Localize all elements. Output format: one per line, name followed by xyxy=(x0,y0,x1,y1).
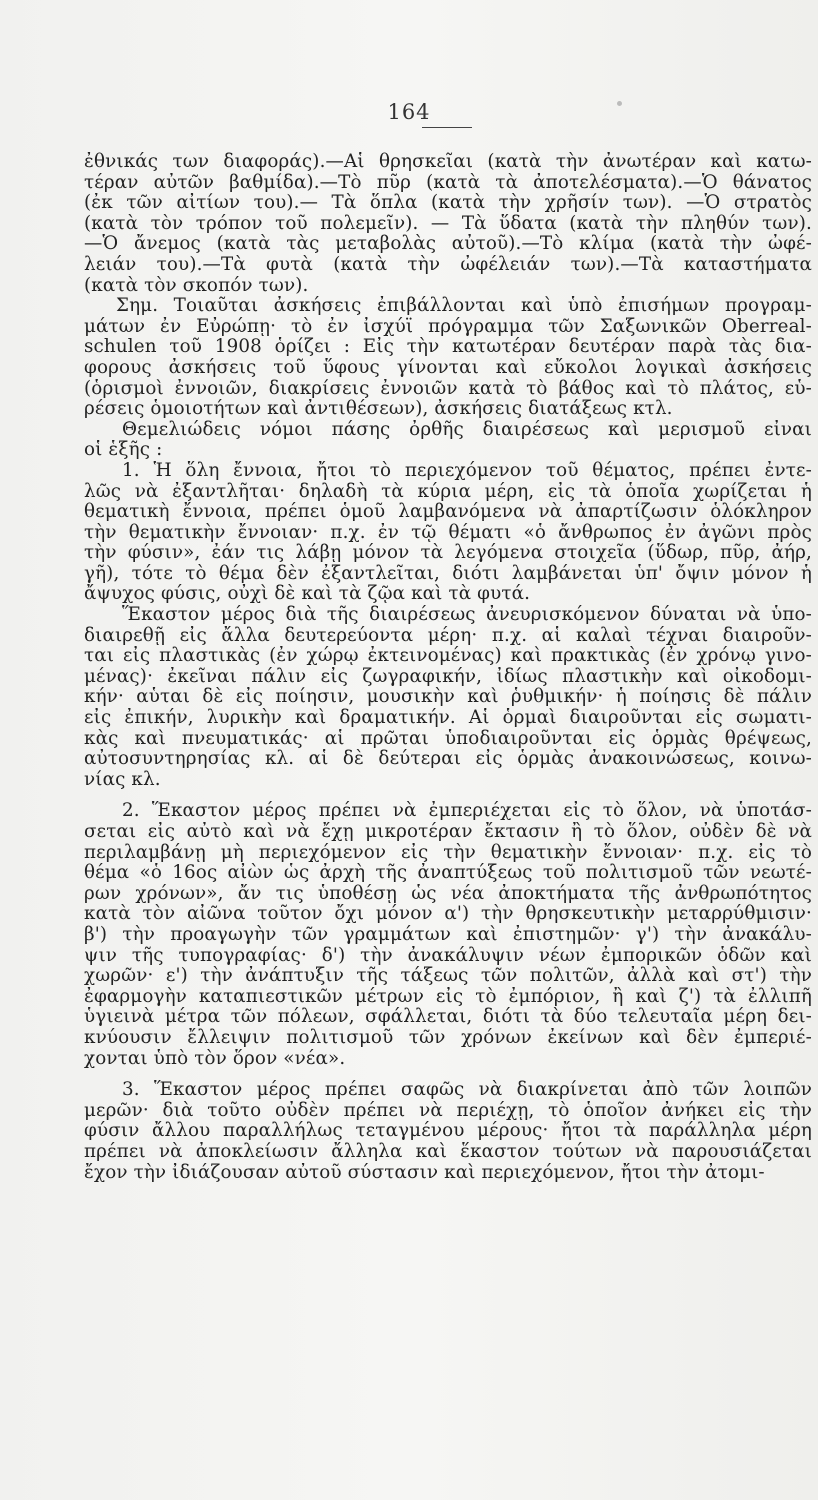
text-line: τέραν αὐτῶν βαθμίδα).—Τὸ πῦρ (κατὰ τὰ ἀποτελέσματα).—Ὁ θάνατος xyxy=(84,172,812,193)
paragraph xyxy=(84,461,812,605)
text-line: ἔχον τὴν ἰδιάζουσαν αὐτοῦ σύστασιν καὶ περιεχόμενον, ἤτοι τὴν ἀτομι- xyxy=(84,1162,765,1183)
text-line: λῶς νὰ ἐξαντλῆται· δηλαδὴ τὰ κύρια μέρη, εἰς τὰ ὁποῖα χωρίζεται ἡ xyxy=(84,481,812,502)
paragraph xyxy=(84,1080,812,1183)
text-line: λειάν του).—Τὰ φυτὰ (κατὰ τὴν ὠφέλειάν των).—Τὰ καταστήματα xyxy=(84,254,812,275)
text-line: μερῶν· διὰ τοῦτο οὐδὲν πρέπει νὰ περιέχῃ, τὸ ὁποῖον ἀνήκει εἰς τὴν xyxy=(84,1100,812,1121)
paragraph xyxy=(84,420,812,461)
paragraph xyxy=(84,801,812,1069)
text-line: (ὁρισμοὶ ἐννοιῶν, διακρίσεις ἐννοιῶν κατὰ τὸ βάθος καὶ τὸ πλάτος, εὑ- xyxy=(84,378,812,399)
text-line: φορους ἀσκήσεις τοῦ ὕφους γίνονται καὶ εὔκολοι λογικαὶ ἀσκήσεις xyxy=(84,357,812,378)
text-line: Σημ. Τοιαῦται ἀσκήσεις ἐπιβάλλονται καὶ ὑπὸ ἐπισήμων προγραμ- xyxy=(116,296,812,317)
text-line: ται εἰς πλαστικὰς (ἐν χώρῳ ἐκτεινομένας) καὶ πρακτικὰς (ἐν χρόνῳ γινο- xyxy=(84,646,812,667)
text-line: κὰς καὶ πνευματικάς· αἱ πρῶται ὑποδιαιροῦνται εἰς ὁρμὰς θρέψεως, xyxy=(84,728,812,749)
text-line: ψιν τῆς τυπογραφίας· δ') τὴν ἀνακάλυψιν νέων ἐμπορικῶν ὁδῶν καὶ xyxy=(84,945,812,966)
text-line: Θεμελιώδεις νόμοι πάσης ὀρθῆς διαιρέσεως καὶ μερισμοῦ εἶναι xyxy=(122,419,812,440)
text-line: (ἐκ τῶν αἰτίων του).— Τὰ ὅπλα (κατὰ τὴν χρῆσίν των). —Ὁ στρατὸς xyxy=(84,193,812,214)
text-line: ὑγιεινὰ μέτρα τῶν πόλεων, σφάλλεται, διότι τὰ δύο τελευταῖα μέρη δει- xyxy=(84,1007,812,1028)
text-line: 3. Ἕκαστον μέρος πρέπει σαφῶς νὰ διακρίνεται ἀπὸ τῶν λοιπῶν xyxy=(122,1080,812,1101)
paragraph-gap xyxy=(84,1069,812,1080)
page-number: 164 xyxy=(387,100,431,124)
text-line: schulen τοῦ 1908 ὁρίζει : Εἰς τὴν κατωτέραν δευτέραν παρὰ τὰς δια- xyxy=(84,337,812,358)
text-line: εἰς ἐπικήν, λυρικὴν καὶ δραματικήν. Αἱ ὁρμαὶ διαιροῦνται εἰς σωματι- xyxy=(84,708,812,729)
text-line: γῆ), τότε τὸ θέμα δὲν ἐξαντλεῖται, διότι λαμβάνεται ὑπ' ὄψιν μόνον ἡ xyxy=(84,563,812,584)
text-line: τὴν φύσιν», ἐάν τις λάβῃ μόνον τὰ λεγόμενα στοιχεῖα (ὕδωρ, πῦρ, ἀήρ, xyxy=(84,543,812,564)
text-line: κνύουσιν ἔλλειψιν πολιτισμοῦ τῶν χρόνων ἐκείνων καὶ δὲν ἐμπεριέ- xyxy=(84,1027,812,1048)
text-line: μένας)· ἐκεῖναι πάλιν εἰς ζωγραφικήν, ἰδίως πλαστικὴν καὶ οἰκοδομι- xyxy=(84,666,812,687)
text-line: πρέπει νὰ ἀποκλείωσιν ἄλληλα καὶ ἕκαστον τούτων νὰ παρουσιάζεται xyxy=(84,1141,812,1162)
paragraph xyxy=(84,152,812,296)
text-line: Ἕκαστον μέρος διὰ τῆς διαιρέσεως ἀνευρισκόμενον δύναται νὰ ὑπο- xyxy=(122,605,812,626)
text-line: χονται ὑπὸ τὸν ὅρον «νέα». xyxy=(84,1048,346,1069)
text-line: διαιρεθῇ εἰς ἄλλα δευτερεύοντα μέρη· π.χ. αἱ καλαὶ τέχναι διαιροῦν- xyxy=(84,625,812,646)
text-line: οἱ ἑξῆς : xyxy=(84,440,163,461)
text-line: κήν· αὗται δὲ εἰς ποίησιν, μουσικὴν καὶ ῥυθμικήν· ἡ ποίησις δὲ πάλιν xyxy=(84,687,812,708)
text-line: ἐφαρμογὴν καταπιεστικῶν μέτρων εἰς τὸ ἐμπόριον, ἢ καὶ ζ') τὰ ἐλλιπῆ xyxy=(84,986,812,1007)
text-line: (κατὰ τὸν τρόπον τοῦ πολεμεῖν). — Τὰ ὕδατα (κατὰ τὴν πληθύν των). xyxy=(84,213,812,234)
text-line: ἐθνικάς των διαφοράς).—Αἱ θρησκεῖαι (κατὰ τὴν ἀνωτέραν καὶ κατω- xyxy=(84,152,812,172)
paragraph-gap xyxy=(84,790,812,801)
text-line: ἄψυχος φύσις, οὐχὶ δὲ καὶ τὰ ζῷα καὶ τὰ φυτά. xyxy=(84,584,531,605)
text-line: μάτων ἐν Εὐρώπῃ· τὸ ἐν ἰσχύϊ πρόγραμμα τῶν Σαξωνικῶν Oberreal- xyxy=(84,316,812,337)
text-line: 2. Ἕκαστον μέρος πρέπει νὰ ἐμπεριέχεται εἰς τὸ ὅλον, νὰ ὑποτάσ- xyxy=(122,801,812,822)
body-text xyxy=(84,152,812,1492)
text-line: περιλαμβάνῃ μὴ περιεχόμενον εἰς τὴν θεματικὴν ἔννοιαν· π.χ. εἰς τὸ xyxy=(84,842,812,863)
text-line: (κατὰ τὸν σκοπόν των). xyxy=(84,275,309,296)
text-line: σεται εἰς αὐτὸ καὶ νὰ ἔχῃ μικροτέραν ἔκτασιν ἢ τὸ ὅλον, οὐδὲν δὲ νὰ xyxy=(84,822,812,842)
text-line: φύσιν ἄλλου παραλλήλως τεταγμένου μέρους· ἤτοι τὰ παράλληλα μέρη xyxy=(84,1121,812,1142)
page-number-underline xyxy=(422,127,472,128)
text-line: —Ὁ ἄνεμος (κατὰ τὰς μεταβολὰς αὐτοῦ).—Τὸ κλίμα (κατὰ τὴν ὠφέ- xyxy=(84,234,812,255)
paper-speck xyxy=(617,101,622,106)
paragraph xyxy=(84,296,812,420)
text-line: ρων χρόνων», ἄν τις ὑποθέσῃ ὡς νέα ἀποκτήματα τῆς ἀνθρωπότητος xyxy=(84,883,812,904)
text-line: 1. Ἡ ὅλη ἔννοια, ἤτοι τὸ περιεχόμενον τοῦ θέματος, πρέπει ἐντε- xyxy=(122,460,812,481)
text-line: τὴν θεματικὴν ἔννοιαν· π.χ. ἐν τῷ θέματι «ὁ ἄνθρωπος ἐν ἀγῶνι πρὸς xyxy=(84,522,812,543)
text-line: ρέσεις ὁμοιοτήτων καὶ ἀντιθέσεων), ἀσκήσεις διατάξεως κτλ. xyxy=(84,399,673,420)
text-line: κατὰ τὸν αἰῶνα τοῦτον ὄχι μόνον α') τὴν θρησκευτικὴν μεταρρύθμισιν· xyxy=(84,904,812,925)
text-line: νίας κλ. xyxy=(84,769,161,790)
text-line: β') τὴν προαγωγὴν τῶν γραμμάτων καὶ ἐπιστημῶν· γ') τὴν ἀνακάλυ- xyxy=(84,924,812,945)
text-line: αὐτοσυντηρησίας κλ. αἱ δὲ δεύτεραι εἰς ὁρμὰς ἀνακοινώσεως, κοινω- xyxy=(84,749,812,770)
paragraph xyxy=(84,605,812,790)
text-line: θέμα «ὁ 16ος αἰὼν ὡς ἀρχὴ τῆς ἀναπτύξεως τοῦ πολιτισμοῦ τῶν νεωτέ- xyxy=(84,863,812,884)
text-line: θεματικὴ ἔννοια, πρέπει ὁμοῦ λαμβανόμενα νὰ ἀπαρτίζωσιν ὁλόκληρον xyxy=(84,502,812,523)
text-line: χωρῶν· ε') τὴν ἀνάπτυξιν τῆς τάξεως τῶν πολιτῶν, ἀλλὰ καὶ στ') τὴν xyxy=(84,966,812,987)
